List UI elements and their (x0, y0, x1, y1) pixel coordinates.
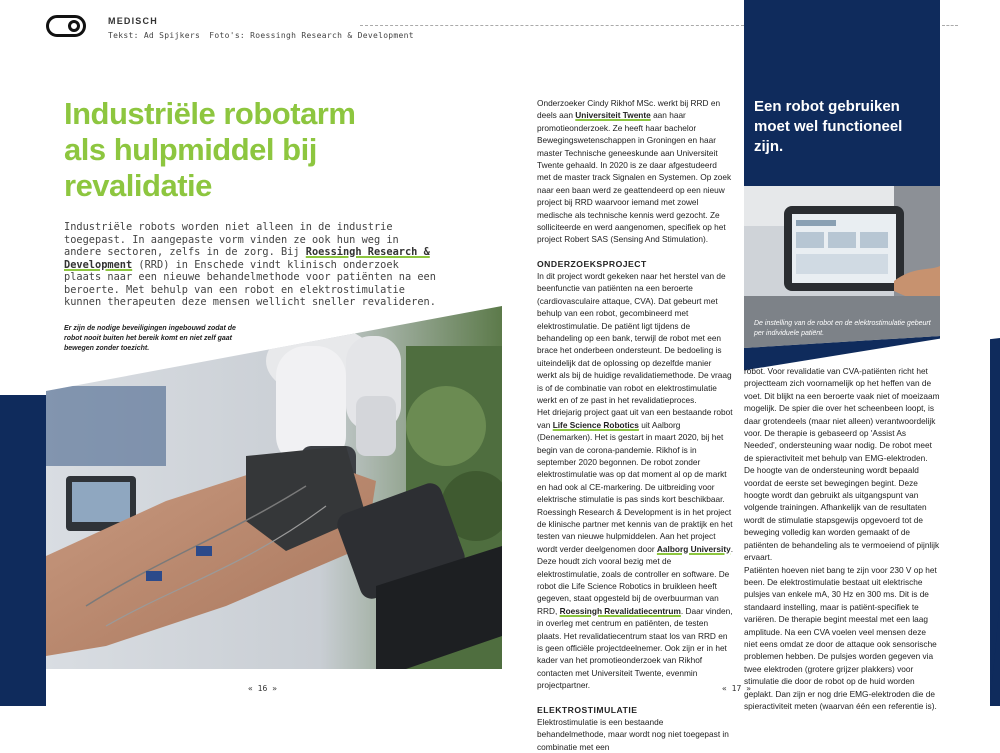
paragraph: Patiënten hoeven niet bang te zijn voor 230 V op het been. De elektrostimulatie bestaat uit elektrische pulsjes van enkele mA, 30 Hz en 300 ms. Dit is de standaard instelling, maar is patiënt-specifiek te variëren. De therapie begint meestal met een laag amplitude. Na een CVA voelen veel mensen deze niet eens omdat ze door de attaque ook sensorische problemen hebben. De pulsjes worden gegeven via twee elektroden (grotere grijzer plakkers) voor stimulatie die door de robot op de huid worden geplakt. Dan zijn er nog drie EMG-elektroden die de spieractiviteit meten (waarvan één een referentie is). (744, 564, 937, 711)
link-aalborg-university[interactable]: Aalborg University (656, 543, 731, 554)
article-title: Industriële robotarm als hulpmiddel bij revalidatie (64, 96, 356, 203)
paragraph: Het driejarig project gaat uit van een bestaande robot van Life Science Robotics uit Aalborg (Denemarken). Het is gestart in maart 2020, bij het begin van de corona-pandemie. Rikhof is in september 2020 begonnen. De robot zonder elektrostimulatie was op dat moment al op de markt en had ook al CE-markering. De uitbreiding voor elektrische stimulatie is pas sinds kort beschikbaar. Roessingh Research & Development is in het project de klinische partner met kennis van de praktijk en het testen van nieuwe hulpmiddelen. Aan het project wordt verder deelgenomen door Aalborg University. Deze houdt zich vooral bezig met de elektrostimulatie, zoals de controller en software. De robot die Life Science Robotics in bruikleen heeft gegeven, staat opgesteld bij de overbuurman van RRD, Roessingh Revalidatiecentrum. Daar vinden, in overleg met centrum en patiënten, de testen plaats. Het revalidatiecentrum staat los van RRD en is geen officiële projectdeelnemer. Ook zijn er in het kader van het promotieonderzoek van Rikhof contacten met Universiteit Twente, evenmin projectpartner. (537, 407, 734, 691)
article-intro: Industriële robots worden niet alleen in de industrie toegepast. In aangepaste vorm vinden ze ook hun weg in andere sectoren, zelfs in de zorg. Bij Roessingh Research & Development (RRD) in Enschede vindt klinisch onderzoek plaats naar een nieuwe behandelmethode voor patiënten na een beroerte. Met behulp van een robot en elektrostimulatie kunnen therapeuten deze mensen wellicht sneller revalideren. (64, 221, 436, 308)
link-life-science-robotics[interactable]: Life Science Robotics (552, 419, 639, 430)
robot-arm-photo (46, 306, 502, 669)
text-column-2 (744, 365, 940, 712)
text-credit: Tekst: Ad Spijkers (108, 31, 201, 40)
text-column-1 (537, 97, 733, 753)
photo-credit: Foto's: Roessingh Research & Development (209, 31, 414, 40)
heading-onderzoeksproject: ONDERZOEKSPROJECT (537, 258, 647, 269)
paragraph: robot. Voor revalidatie van CVA-patiënten richt het projectteam zich voornamelijk op het heffen van de voet. Dit blijkt na een beroerte vaak niet of moeizaam mogelijk. De spier die over het scheenbeen loopt, is daar grotendeels (maar niet alleen) verantwoordelijk voor. De therapie is gebaseerd op 'Assist As Needed', ondersteuning waar nodig. De robot meet de spieractiviteit met behulp van EMG-elektroden. De hoogte van de ondersteuning wordt bepaald voordat de eerste set bewegingen begint. Deze hoogte wordt dan gebruikt als uitgangspunt van volgende trainingen. Afhankelijk van de resultaten wordt de stimulatie stapsgewijs opgevoerd tot de beweging volledig kan worden gemaakt of de patiënten de behandeling als te vermoeiend of pijnlijk ervaart. (744, 366, 940, 563)
page-number-right: « 17 » (722, 684, 751, 693)
heading-elektrostimulatie: ELEKTROSTIMULATIE (537, 704, 638, 715)
credits (108, 31, 418, 40)
link-roessingh-revalidatiecentrum[interactable]: Roessingh Revalidatiecentrum (559, 605, 681, 616)
paragraph: In dit project wordt gekeken naar het herstel van de beenfunctie van patiënten na een beroerte (cardiovasculaire attaque, CVA). Dat gebeurt met behulp van een robot, gecombineerd met elektrostimulatie. De patiënt ligt tijdens de behandeling op een bank, terwijl de robot met een brace het onderbeen ondersteunt. De bedoeling is uiteindelijk dat de oplossing op dezelfde manier werkt als bij de huidige revalidatiemethode. De vraag is of de combinatie van robot en elektrostimulatie werkt en of ze past in het revalidatieproces. (537, 270, 732, 405)
header-divider-right (942, 25, 958, 26)
paragraph: Onderzoeker Cindy Rikhof MSc. werkt bij RRD en deels aan Universiteit Twente aan haar promotieonderzoek. Ze heeft haar bachelor Bewegingswetenschappen in Groningen en haar master Technische geneeskunde aan Universiteit Twente gehaald. In 2020 is ze daar afgestudeerd met de master track Signalen en Systemen. Op zoek naar een baan werd ze geattendeerd op een nieuw project bij RRD waarvoor iemand met zowel medische als technische kennis werd gezocht. Ze solliciteerde en werd aangenomen, specifiek op het project Robert SAS (Sensing And Stimulation). (537, 98, 732, 245)
pull-quote: Een robot gebruiken moet wel functioneel zijn. (754, 98, 903, 155)
link-universiteit-twente[interactable]: Universiteit Twente (575, 110, 651, 121)
magazine-logo-icon (46, 15, 86, 37)
paragraph: Elektrostimulatie is een bestaande behandelmethode, maar wordt nog niet toegepast in combinatie met een (537, 716, 729, 752)
page-number-left: « 16 » (248, 684, 277, 693)
photo-caption-right: De instelling van de robot en de elektrostimulatie gebeurt per individuele patiënt. (754, 320, 931, 337)
section-label: MEDISCH (108, 16, 158, 26)
link-rrd[interactable]: Roessingh Research & Development (64, 246, 430, 271)
header-divider (360, 25, 744, 26)
photo-caption-left: Er zijn de nodige beveiligingen ingebouwd zodat de robot nooit buiten het bereik komt en niet zelf gaat bewegen zonder toezicht. (64, 325, 236, 352)
